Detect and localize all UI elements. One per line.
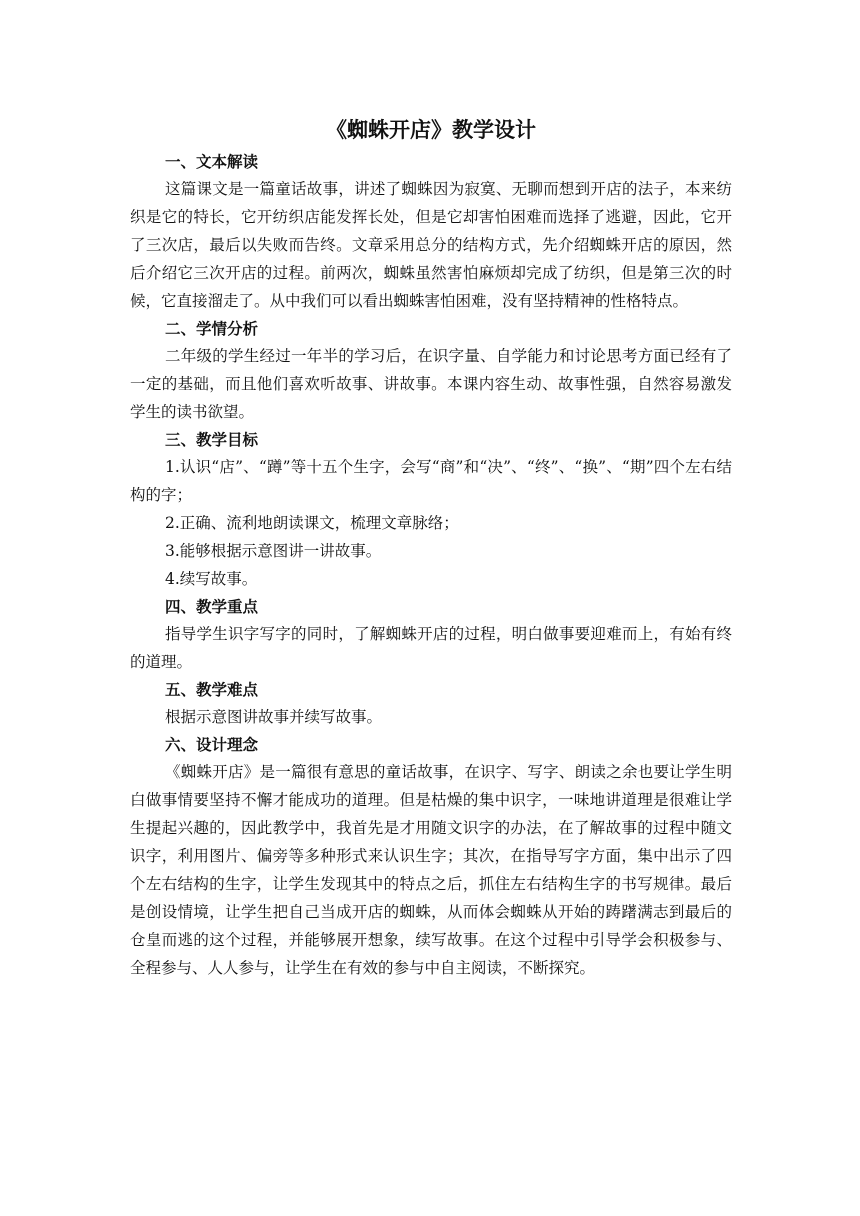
section-heading: 六、设计理念 [165,735,259,754]
section-heading: 四、教学重点 [165,597,259,616]
section-paragraph: 《蜘蛛开店》是一篇很有意思的童话故事，在识字、写字、朗读之余也要让学生明白做事情要坚持不懈才能成功的道理。但是枯燥的集中识字，一味地讲道理是很难让学生提起兴趣的，因此教学中，我首先是才用随文识字的办法，在了解故事的过程中随文识字，利用图片、偏旁等多种形式来认识生字；其次，在指导写字方面，集中出示了四个左右结构的生字，让学生发现其中的特点之后，抓住左右结构生字的书写规律。最后是创设情境，让学生把自己当成开店的蜘蛛，从而体会蜘蛛从开始的踌躇满志到最后的仓皇而逃的这个过程，并能够展开想象，续写故事。在这个过程中引导学会积极参与、全程参与、人人参与，让学生在有效的参与中自主阅读，不断探究。 [130,763,732,977]
section-heading: 二、学情分析 [165,319,259,338]
section-paragraph: 二年级的学生经过一年半的学习后，在识字量、自学能力和讨论思考方面已经有了一定的基础，而且他们喜欢听故事、讲故事。本课内容生动、故事性强，自然容易激发学生的读书欲望。 [130,347,732,421]
section-paragraph: 指导学生识字写字的同时，了解蜘蛛开店的过程，明白做事要迎难而上，有始有终的道理。 [130,625,732,671]
section-key-points [130,593,732,676]
objective-item: 2.正确、流利地朗读课文，梳理文章脉络； [165,514,459,532]
section-heading: 五、教学难点 [165,680,259,699]
document-title: 《蜘蛛开店》教学设计 [326,117,536,142]
objective-item: 4.续写故事。 [165,570,258,588]
document-body [130,112,732,982]
objective-item: 3.能够根据示意图讲一讲故事。 [165,542,382,560]
section-text-interpretation [130,148,732,315]
section-heading: 一、文本解读 [165,152,259,171]
section-difficulties [130,676,732,731]
section-paragraph: 根据示意图讲故事并续写故事。 [165,708,383,726]
section-heading: 三、教学目标 [165,430,259,449]
objective-item: 1.认识“店”、“蹲”等十五个生字，会写“商”和“决”、“终”、“换”、“期”四个左右结构的字； [130,458,732,504]
section-learner-analysis [130,315,732,426]
section-paragraph: 这篇课文是一篇童话故事，讲述了蜘蛛因为寂寞、无聊而想到开店的法子，本来纺织是它的特长，它开纺织店能发挥长处，但是它却害怕困难而选择了逃避，因此，它开了三次店，最后以失败而告终。文章采用总分的结构方式，先介绍蜘蛛开店的原因，然后介绍它三次开店的过程。前两次，蜘蛛虽然害怕麻烦却完成了纺织，但是第三次的时候，它直接溜走了。从中我们可以看出蜘蛛害怕困难，没有坚持精神的性格特点。 [130,180,732,310]
section-teaching-objectives [130,426,732,593]
section-design-philosophy [130,731,732,982]
